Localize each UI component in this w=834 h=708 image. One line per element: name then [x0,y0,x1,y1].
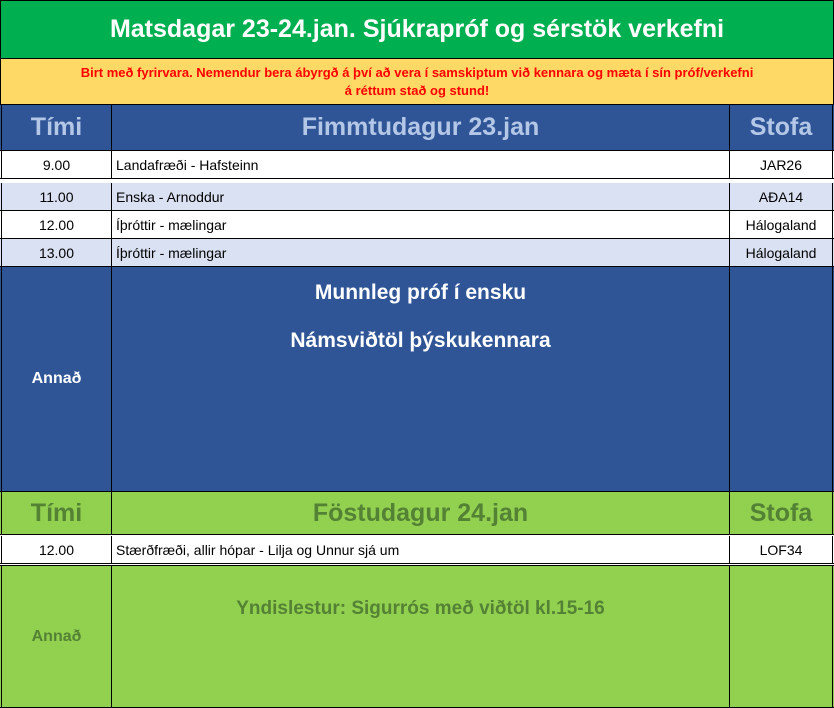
row-description: Íþróttir - mælingar [112,239,730,266]
other-room-cell [730,267,833,491]
row-room: Hálogaland [730,211,833,238]
friday-header-row [0,491,834,535]
row-description: Íþróttir - mælingar [112,211,730,238]
day-column-header: Föstudagur 24.jan [112,492,730,534]
notice-line-2: á réttum stað og stund! [344,82,490,98]
room-column-header: Stofa [730,492,833,534]
notice-line-1: Birt með fyrirvara. Nemendur bera ábyrgð á því að vera í samskiptum við kennara og mæta í sín próf/verkefni [80,64,754,80]
row-time: 12.00 [1,211,112,238]
other-label: Annað [1,566,112,707]
other-content [112,267,730,491]
row-description: Enska - Arnoddur [112,183,730,210]
table-row [0,211,834,239]
row-time: 12.00 [1,536,112,563]
other-room-cell [730,566,833,707]
room-column-header: Stofa [730,105,833,150]
row-room: LOF34 [730,536,833,563]
other-label: Annað [1,267,112,491]
notice-text [1,59,833,104]
other-line: Námsviðtöl þýskukennara [290,329,551,352]
row-description: Landafræði - Hafsteinn [112,151,730,178]
row-room: Hálogaland [730,239,833,266]
thursday-other-block [0,267,834,491]
title-bar [0,0,834,59]
other-line: Yndislestur: Sigurrós með viðtöl kl.15-16 [236,598,605,619]
day-column-header: Fimmtudagur 23.jan [112,105,730,150]
row-description: Stærðfræði, allir hópar - Lilja og Unnur sjá um [112,536,730,563]
table-row [0,183,834,211]
row-time: 11.00 [1,183,112,210]
row-room: JAR26 [730,151,833,178]
page-title: Matsdagar 23-24.jan. Sjúkrapróf og sérstök verkefni [109,15,725,43]
table-row [0,536,834,564]
notice-banner [0,59,834,105]
time-column-header: Tími [1,492,112,534]
thursday-header-row [0,105,834,151]
other-line: Munnleg próf í ensku [314,281,527,304]
table-row [0,151,834,179]
row-time: 13.00 [1,239,112,266]
friday-other-block [0,565,834,708]
row-time: 9.00 [1,151,112,178]
row-room: AÐA14 [730,183,833,210]
time-column-header: Tími [1,105,112,150]
other-content [112,566,730,707]
table-row [0,239,834,267]
